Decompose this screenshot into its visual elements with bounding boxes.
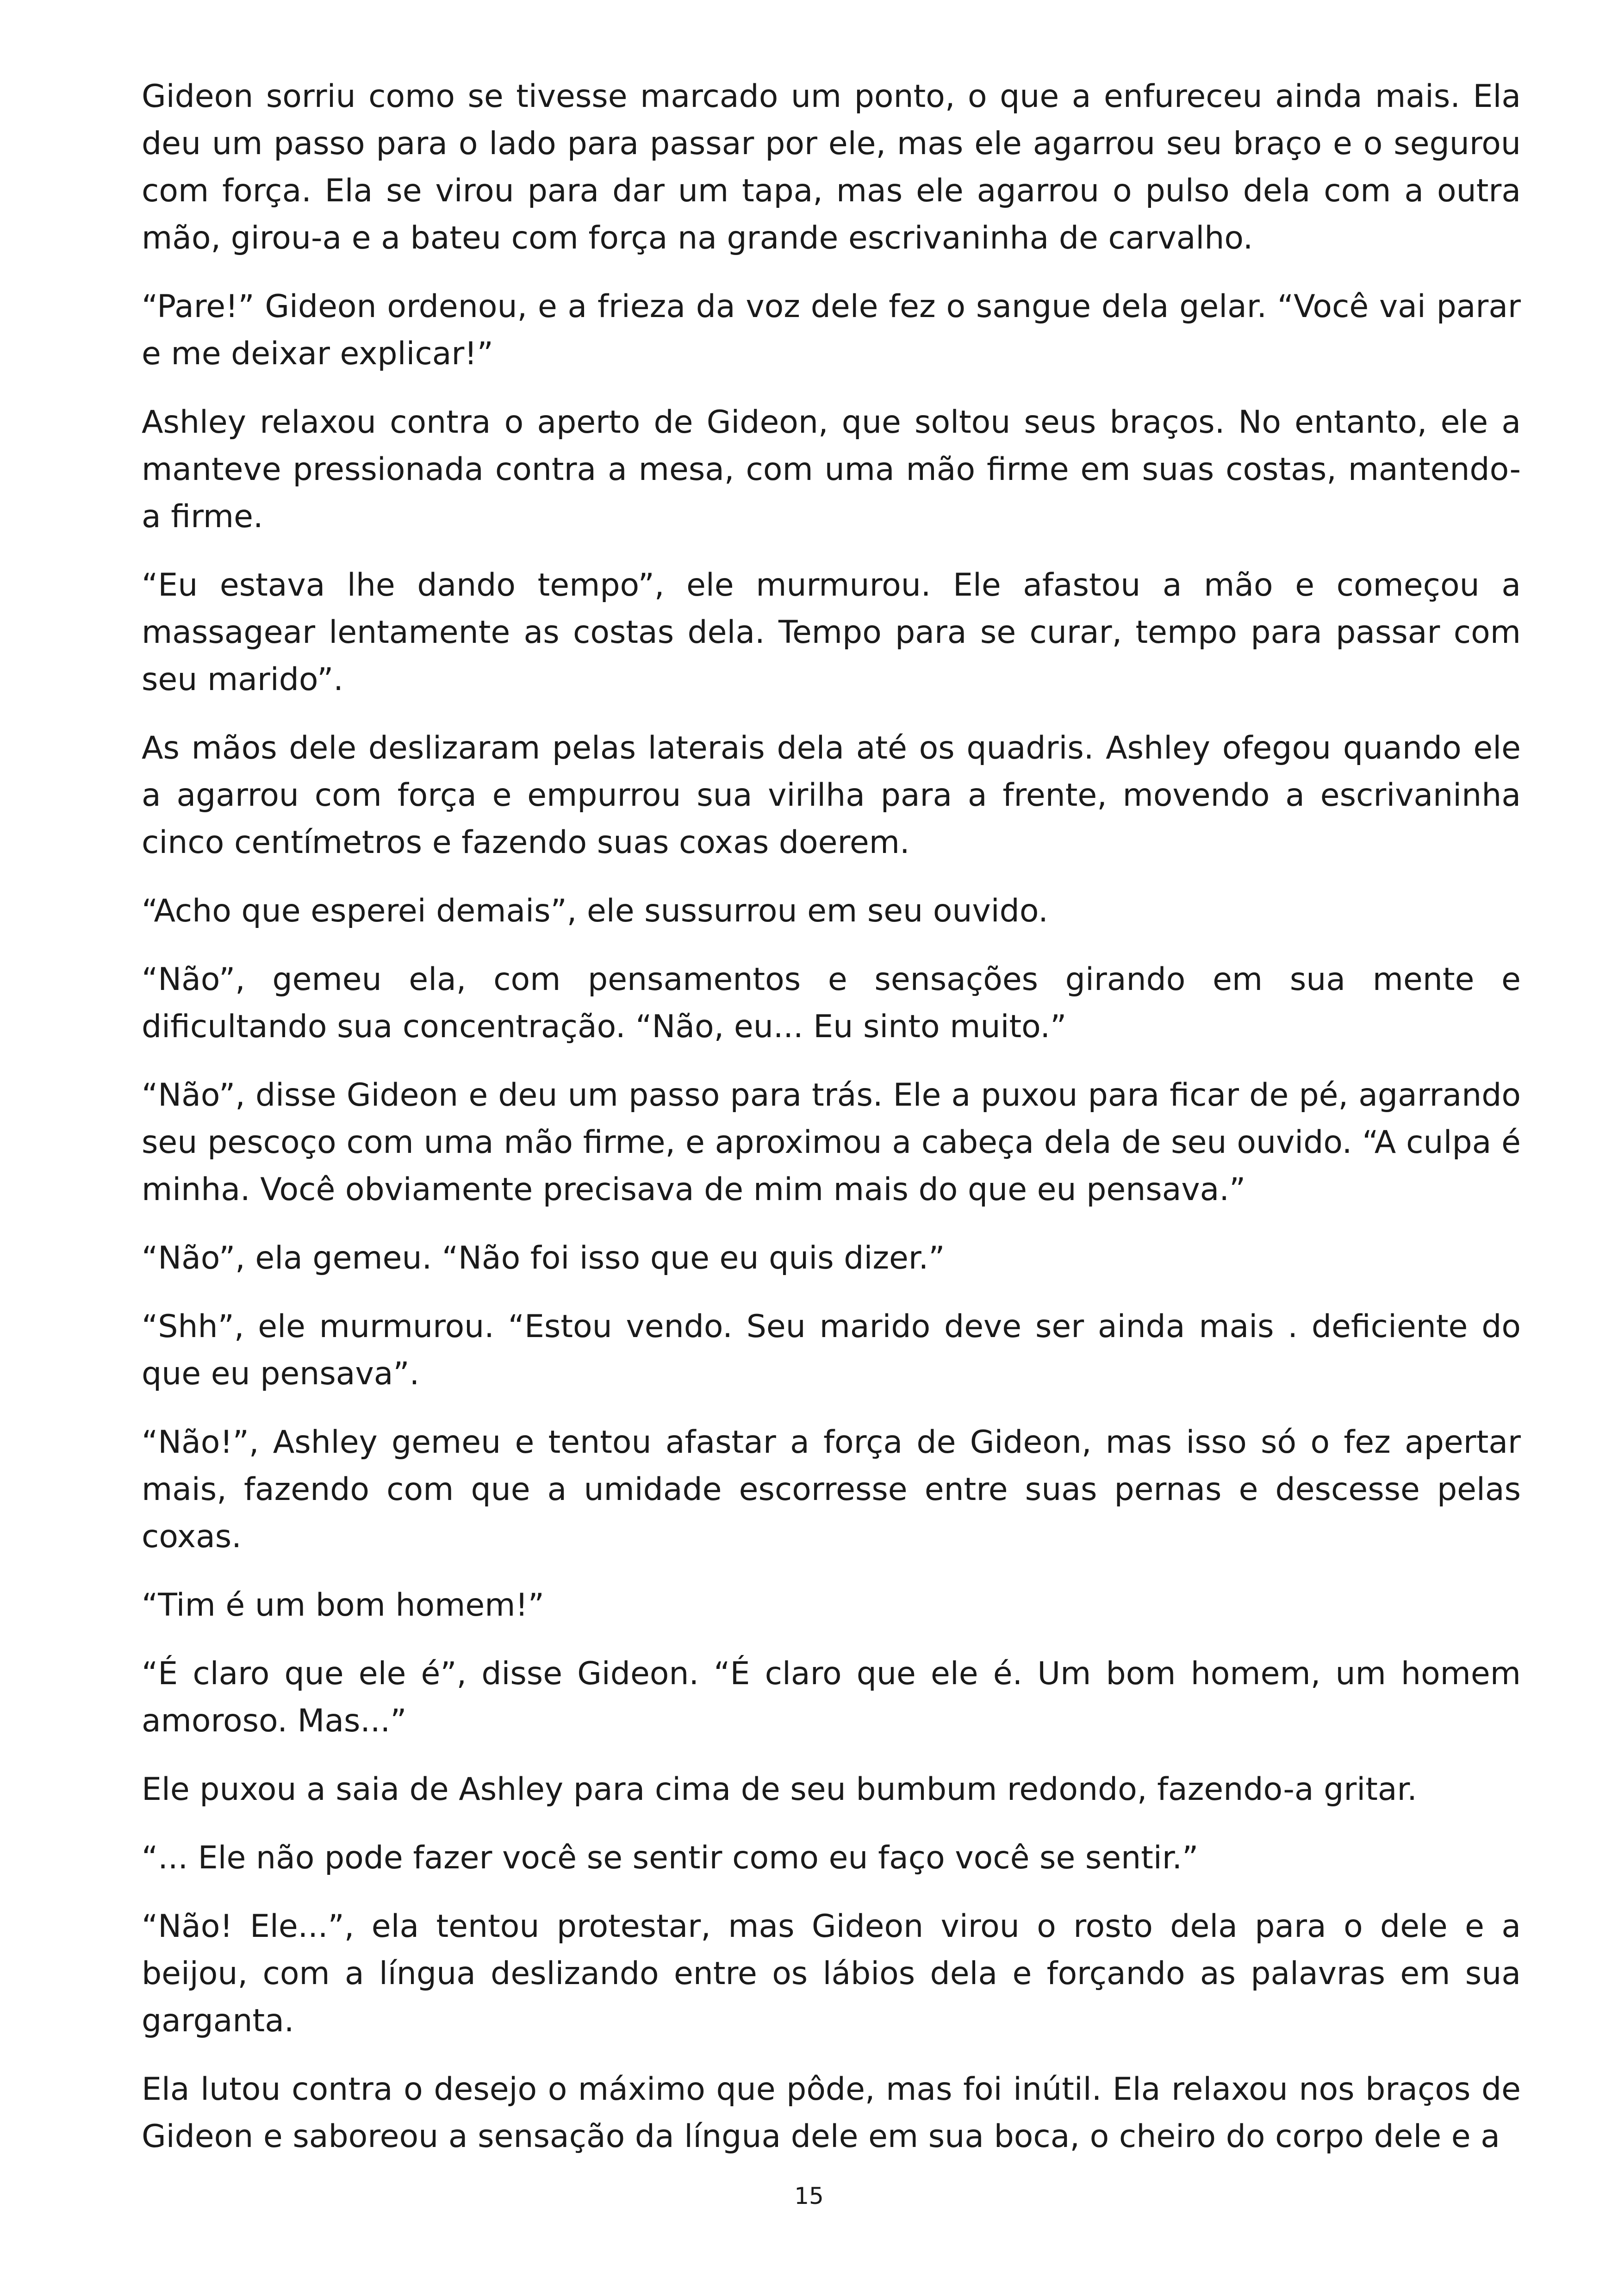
paragraph-15: “... Ele não pode fazer você se sentir como eu faço você se sentir.” (142, 1840, 1199, 1876)
paragraph-11: “Não!”, Ashley gemeu e tentou afastar a força de Gideon, mas isso só o fez apertar mais, fazendo com que a umidade escorresse entre suas pernas e descesse pelas coxas. (142, 1424, 1521, 1555)
body-text (142, 73, 1521, 2182)
paragraph-4: “Eu estava lhe dando tempo”, ele murmurou. Ele afastou a mão e começou a massagear lentamente as costas dela. Tempo para se curar, tempo para passar com seu marido”. (142, 567, 1521, 698)
paragraph-8: “Não”, disse Gideon e deu um passo para trás. Ele a puxou para ficar de pé, agarrando seu pescoço com uma mão firme, e aproximou a cabeça dela de seu ouvido. “A culpa é minha. Você obviamente precisava de mim mais do que eu pensava.” (142, 1077, 1521, 1208)
paragraph-7: “Não”, gemeu ela, com pensamentos e sensações girando em sua mente e dificultando sua concentração. “Não, eu... Eu sinto muito.” (142, 961, 1521, 1045)
paragraph-2: “Pare!” Gideon ordenou, e a frieza da voz dele fez o sangue dela gelar. “Você vai parar e me deixar explicar!” (142, 288, 1521, 372)
paragraph-16: “Não! Ele...”, ela tentou protestar, mas Gideon virou o rosto dela para o dele e a beijou, com a língua deslizando entre os lábios dela e forçando as palavras em sua garganta. (142, 1908, 1521, 2039)
paragraph-3: Ashley relaxou contra o aperto de Gideon, que soltou seus braços. No entanto, ele a manteve pressionada contra a mesa, com uma mão firme em suas costas, mantendo-a firme. (142, 404, 1521, 535)
paragraph-12: “Tim é um bom homem!” (142, 1587, 544, 1624)
paragraph-9: “Não”, ela gemeu. “Não foi isso que eu quis dizer.” (142, 1240, 945, 1276)
paragraph-14: Ele puxou a saia de Ashley para cima de seu bumbum redondo, fazendo-a gritar. (142, 1771, 1417, 1808)
paragraph-1: Gideon sorriu como se tivesse marcado um ponto, o que a enfureceu ainda mais. Ela deu um passo para o lado para passar por ele, mas ele agarrou seu braço e o segurou com força. Ela se virou para dar um tapa, mas ele agarrou o pulso dela com a outra mão, girou-a e a bateu com força na grande escrivaninha de carvalho. (142, 78, 1521, 256)
page-number: 15 (794, 2183, 824, 2209)
paragraph-10: “Shh”, ele murmurou. “Estou vendo. Seu marido deve ser ainda mais . deficiente do que eu pensava”. (142, 1308, 1521, 1392)
paragraph-5: As mãos dele deslizaram pelas laterais dela até os quadris. Ashley ofegou quando ele a agarrou com força e empurrou sua virilha para a frente, movendo a escrivaninha cinco centímetros e fazendo suas coxas doerem. (142, 730, 1521, 861)
paragraph-17: Ela lutou contra o desejo o máximo que pôde, mas foi inútil. Ela relaxou nos braços de Gideon e saboreou a sensação da língua dele em sua boca, o cheiro do corpo dele e a (142, 2071, 1521, 2155)
paragraph-13: “É claro que ele é”, disse Gideon. “É claro que ele é. Um bom homem, um homem amoroso. Mas...” (142, 1655, 1521, 1739)
paragraph-6: “Acho que esperei demais”, ele sussurrou em seu ouvido. (142, 893, 1048, 929)
